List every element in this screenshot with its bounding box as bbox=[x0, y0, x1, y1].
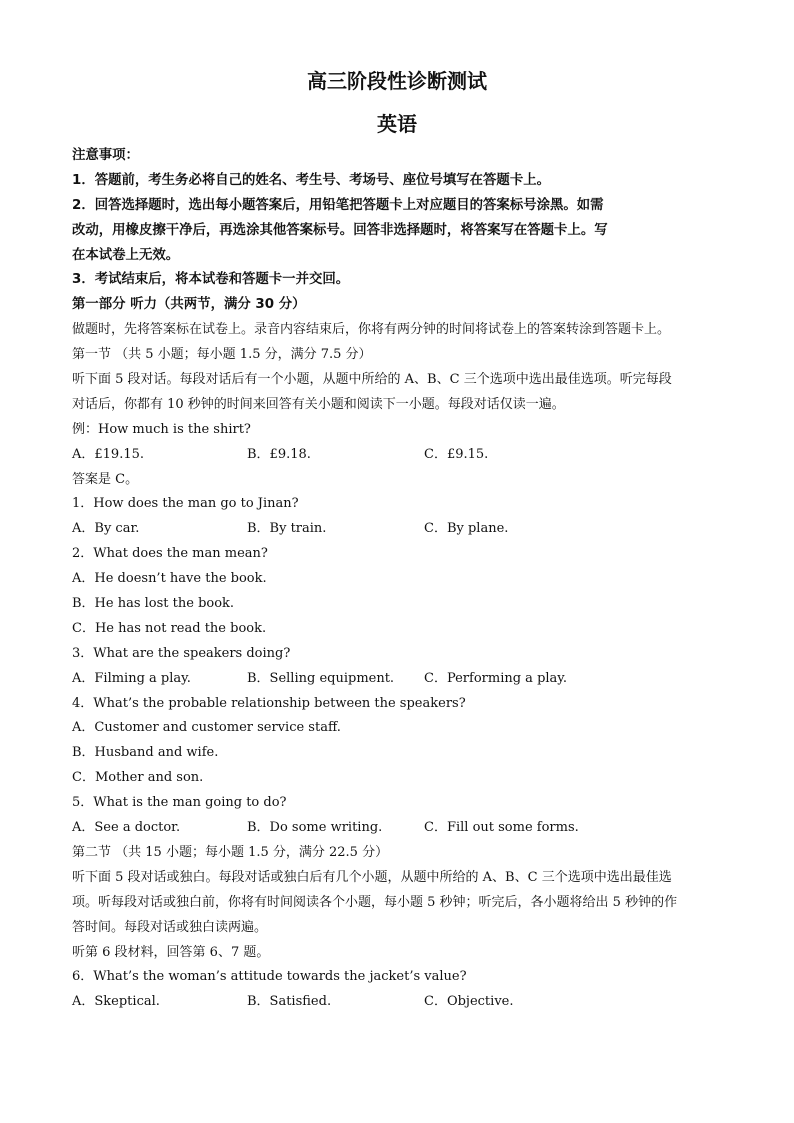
option-b: B．Selling equipment. bbox=[247, 670, 395, 686]
question-6-options bbox=[72, 990, 722, 1015]
option-c: C．Mother and son. bbox=[72, 770, 204, 786]
option-a: A．He doesn’t have the book. bbox=[72, 571, 267, 587]
section2-instruction: 听下面 5 段对话或独白。每段对话或独白后有几个小题，从题中所给的 A、B、C 三个选项中选出最佳选 bbox=[72, 869, 672, 885]
question-1: 1．How does the man go to Jinan? bbox=[72, 496, 299, 512]
example-answer: 答案是 C。 bbox=[72, 471, 139, 487]
option-a: A．£19.15. bbox=[72, 446, 145, 462]
example-question: 例：How much is the shirt? bbox=[72, 421, 251, 437]
option-a: A．See a doctor. bbox=[72, 820, 181, 836]
option-c: C．Fill out some forms. bbox=[424, 820, 579, 836]
exam-subject: 英语 bbox=[377, 112, 417, 136]
section2-instruction-cont: 项。听每段对话或独白前，你将有时间阅读各个小题，每小题 5 秒钟；听完后，各小题将给出 5 秒钟的作 bbox=[72, 894, 678, 910]
exam-title: 高三阶段性诊断测试 bbox=[307, 69, 487, 93]
material-6-label: 听第 6 段材料，回答第 6、7 题。 bbox=[72, 944, 270, 960]
exam-page bbox=[72, 64, 722, 1015]
option-c: C．Objective. bbox=[424, 994, 514, 1010]
question-5: 5．What is the man going to do? bbox=[72, 795, 287, 811]
example-options bbox=[72, 443, 722, 468]
question-4: 4．What’s the probable relationship between the speakers? bbox=[72, 695, 466, 711]
option-a: A．Skeptical. bbox=[72, 994, 160, 1010]
question-3: 3．What are the speakers doing? bbox=[72, 645, 291, 661]
notice-heading: 注意事项： bbox=[72, 148, 139, 163]
section1-heading: 第一节 （共 5 小题；每小题 1.5 分，满分 7.5 分） bbox=[72, 347, 372, 363]
question-6: 6．What’s the woman’s attitude towards the jacket’s value? bbox=[72, 969, 467, 985]
section1-instruction: 听下面 5 段对话。每段对话后有一个小题，从题中所给的 A、B、C 三个选项中选出最佳选项。听完每段 bbox=[72, 372, 672, 388]
option-a: A．Customer and customer service staff. bbox=[72, 720, 341, 736]
question-5-options bbox=[72, 816, 722, 841]
notice-item-2-cont: 改动，用橡皮擦干净后，再选涂其他答案标号。回答非选择题时，将答案写在答题卡上。写 bbox=[72, 222, 608, 238]
option-b: B．£9.18. bbox=[247, 446, 311, 462]
option-b: B．By train. bbox=[247, 521, 327, 537]
option-b: B．Husband and wife. bbox=[72, 745, 219, 761]
question-2: 2．What does the man mean? bbox=[72, 546, 268, 562]
option-b: B．Do some writing. bbox=[247, 820, 383, 836]
option-c: C．£9.15. bbox=[424, 446, 489, 462]
part1-instruction: 做题时，先将答案标在试卷上。录音内容结束后，你将有两分钟的时间将试卷上的答案转涂到答题卡上。 bbox=[72, 322, 671, 338]
option-a: A．Filming a play. bbox=[72, 670, 191, 686]
option-c: C．He has not read the book. bbox=[72, 620, 267, 636]
option-c: C．Performing a play. bbox=[424, 670, 568, 686]
notice-item-1: 1．答题前，考生务必将自己的姓名、考生号、考场号、座位号填写在答题卡上。 bbox=[72, 172, 550, 188]
section2-heading: 第二节 （共 15 小题；每小题 1.5 分，满分 22.5 分） bbox=[72, 844, 389, 860]
notice-item-3: 3．考试结束后，将本试卷和答题卡一并交回。 bbox=[72, 272, 350, 288]
question-3-options bbox=[72, 667, 722, 692]
section2-instruction-cont: 答时间。每段对话或独白读两遍。 bbox=[72, 919, 268, 935]
notice-item-2: 2．回答选择题时，选出每小题答案后，用铅笔把答题卡上对应题目的答案标号涂黑。如需 bbox=[72, 197, 604, 213]
option-b: B．Satisfied. bbox=[247, 994, 332, 1010]
question-1-options bbox=[72, 517, 722, 542]
option-a: A．By car. bbox=[72, 521, 140, 537]
notice-item-2-cont: 在本试卷上无效。 bbox=[72, 247, 180, 263]
option-b: B．He has lost the book. bbox=[72, 596, 235, 612]
part1-heading: 第一部分 听力（共两节，满分 30 分） bbox=[72, 297, 306, 313]
section1-instruction-cont: 对话后，你都有 10 秒钟的时间来回答有关小题和阅读下一小题。每段对话仅读一遍。 bbox=[72, 396, 565, 412]
option-c: C．By plane. bbox=[424, 521, 509, 537]
